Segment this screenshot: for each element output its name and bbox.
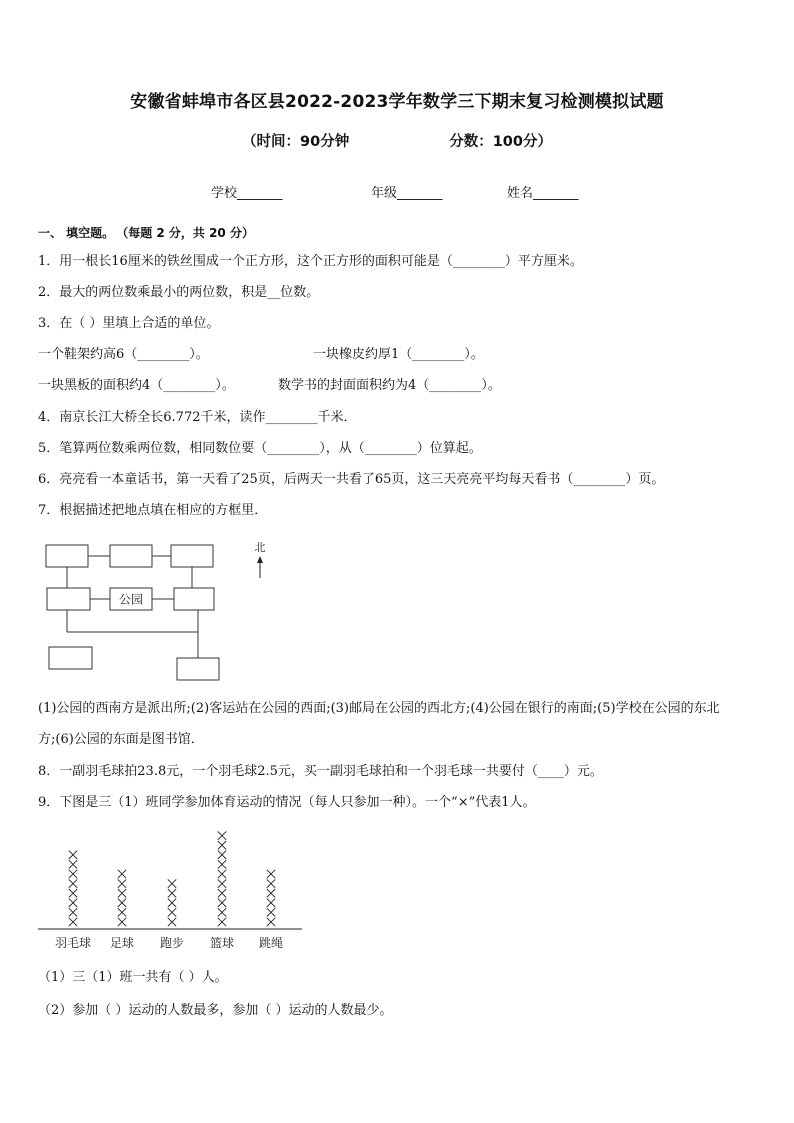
cross-mark-跳绳: [267, 908, 275, 916]
question-7-desc-2: 方;(6)公园的东面是图书馆．: [38, 732, 204, 747]
question-9: 9．下图是三（1）班同学参加体育运动的情况（每人只参加一种）。一个“×”代表1人。: [38, 795, 536, 810]
map-box-northwest[interactable]: [46, 545, 88, 567]
question-9-2: （2）参加（ ）运动的人数最多，参加（ ）运动的人数最少。: [38, 1003, 393, 1018]
cross-mark-跑步: [168, 879, 176, 887]
question-3c: 一块黑板的面积约4（________）。: [38, 378, 235, 393]
cross-mark-篮球: [218, 851, 226, 859]
question-3d: 数学书的封面面积约为4（________）。: [278, 378, 501, 393]
cross-mark-足球: [118, 870, 126, 878]
cross-mark-篮球: [218, 908, 226, 916]
question-3: 3．在（ ）里填上合适的单位。: [38, 316, 220, 331]
park-label: 公园: [118, 592, 144, 607]
cross-mark-羽毛球: [69, 918, 77, 926]
map-box-northeast[interactable]: [171, 545, 213, 567]
cross-mark-篮球: [218, 860, 226, 868]
cross-mark-足球: [118, 879, 126, 887]
category-label: 跳绳: [258, 936, 284, 950]
grade-field[interactable]: 年级_______: [371, 186, 443, 201]
map-box-west[interactable]: [47, 588, 90, 610]
question-3a: 一个鞋架约高6（________）。: [38, 347, 209, 362]
map-box-southeast[interactable]: [177, 658, 219, 680]
cross-mark-羽毛球: [69, 860, 77, 868]
map-box-east[interactable]: [174, 588, 214, 610]
cross-mark-羽毛球: [69, 870, 77, 878]
question-7: 7．根据描述把地点填在相应的方框里．: [38, 503, 268, 518]
question-3b: 一块橡皮约厚1（________）。: [313, 347, 484, 362]
cross-mark-羽毛球: [69, 889, 77, 897]
question-6: 6．亮亮看一本童话书，第一天看了25页，后两天一共看了65页，这三天亮亮平均每天看书（________）页。: [38, 472, 665, 487]
category-label: 跑步: [159, 936, 185, 950]
cross-mark-足球: [118, 889, 126, 897]
cross-mark-篮球: [218, 831, 226, 839]
question-4: 4．南京长江大桥全长6.772千米，读作________千米．: [38, 410, 357, 425]
question-7-desc-1: (1)公园的西南方是派出所;(2)客运站在公园的西面;(3)邮局在公园的西北方;(4)公园在银行的南面;(5)学校在公园的东北: [38, 701, 720, 716]
category-label: 篮球: [209, 936, 235, 950]
cross-mark-篮球: [218, 870, 226, 878]
map-box-north[interactable]: [110, 545, 152, 567]
north-arrow-icon: [257, 556, 263, 578]
cross-mark-跳绳: [267, 870, 275, 878]
cross-mark-跑步: [168, 889, 176, 897]
question-2: 2．最大的两位数乘最小的两位数，积是__位数。: [38, 285, 320, 300]
cross-mark-跳绳: [267, 879, 275, 887]
cross-mark-羽毛球: [69, 879, 77, 887]
category-label: 羽毛球: [54, 936, 92, 950]
cross-mark-跳绳: [267, 889, 275, 897]
cross-mark-跑步: [168, 918, 176, 926]
north-label: 北: [254, 541, 266, 554]
cross-mark-跳绳: [267, 918, 275, 926]
page-title: 安徽省蚌埠市各区县2022-2023学年数学三下期末复习检测模拟试题: [130, 92, 664, 112]
location-map: [38, 536, 278, 686]
cross-mark-跑步: [168, 908, 176, 916]
exam-time: （时间：90分钟: [242, 134, 350, 150]
school-field[interactable]: 学校_______: [211, 186, 283, 201]
question-1: 1．用一根长16厘米的铁丝围成一个正方形，这个正方形的面积可能是（________）平方厘米。: [38, 254, 583, 269]
exam-score: 分数：100分）: [449, 134, 552, 150]
cross-mark-跳绳: [267, 899, 275, 907]
cross-mark-足球: [118, 899, 126, 907]
question-8: 8．一副羽毛球拍23.8元，一个羽毛球2.5元，买一副羽毛球拍和一个羽毛球一共要付（____）元。: [38, 764, 603, 779]
question-5: 5．笔算两位数乘两位数，相同数位要（________），从（________）位算起。: [38, 441, 482, 456]
cross-mark-足球: [118, 918, 126, 926]
section-heading: [38, 224, 254, 241]
cross-mark-足球: [118, 908, 126, 916]
sport-pictograph: [30, 815, 320, 955]
cross-mark-篮球: [218, 889, 226, 897]
cross-mark-篮球: [218, 918, 226, 926]
name-field[interactable]: 姓名_______: [507, 186, 579, 201]
cross-mark-篮球: [218, 879, 226, 887]
exam-meta: [0, 130, 794, 151]
map-box-southwest[interactable]: [49, 647, 92, 669]
cross-mark-篮球: [218, 899, 226, 907]
cross-mark-羽毛球: [69, 908, 77, 916]
cross-mark-跑步: [168, 899, 176, 907]
category-label: 足球: [109, 936, 135, 950]
question-9-1: （1）三（1）班一共有（ ）人。: [38, 970, 228, 985]
cross-mark-羽毛球: [69, 851, 77, 859]
cross-mark-羽毛球: [69, 899, 77, 907]
section-note: （每题 2 分，共 20 分）: [122, 226, 254, 240]
section-title: 一、 填空题。: [38, 226, 115, 240]
cross-mark-篮球: [218, 841, 226, 849]
